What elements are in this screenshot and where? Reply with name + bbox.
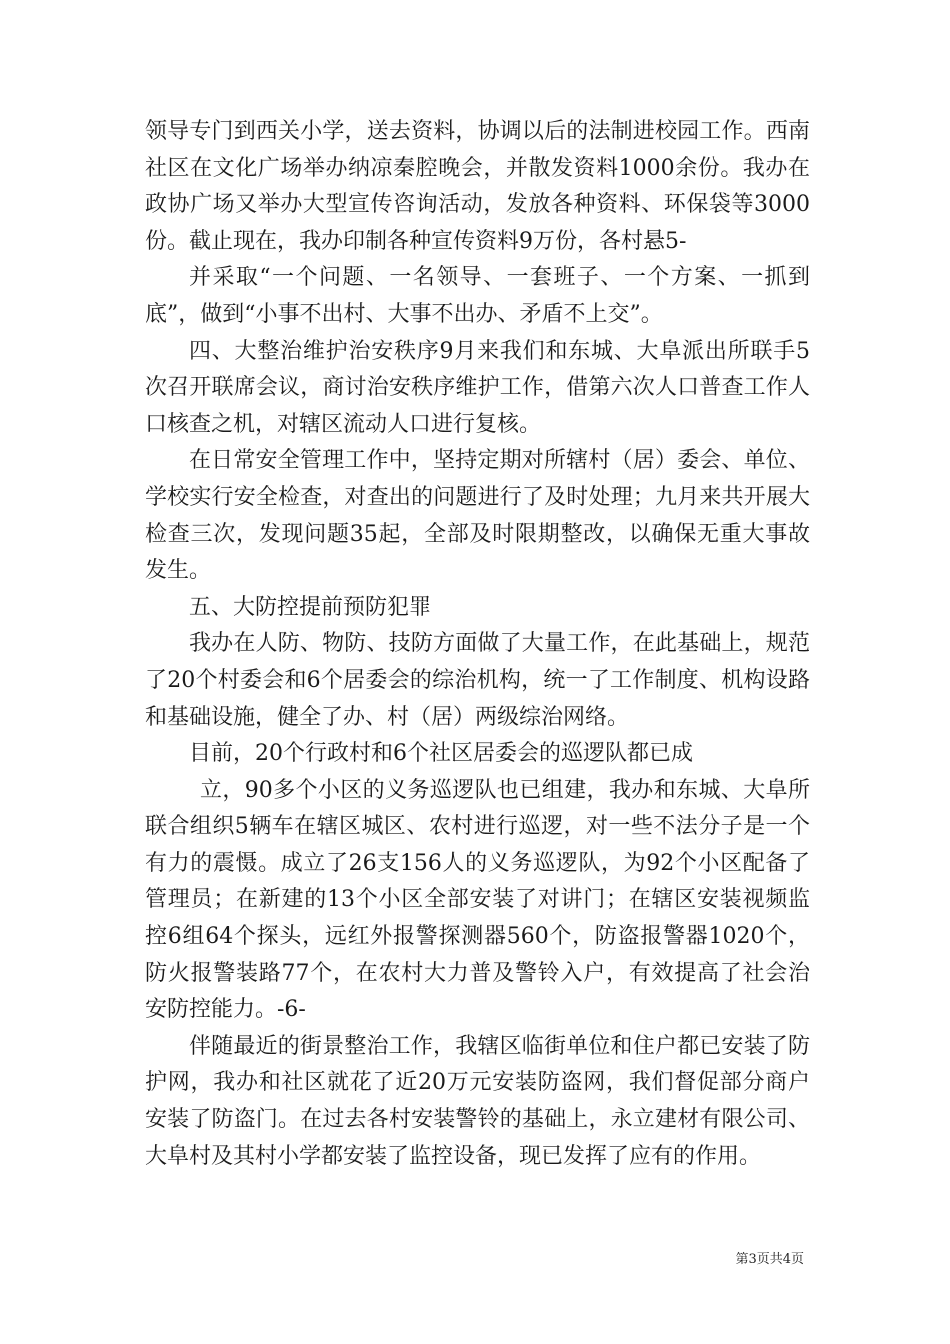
paragraph-section-four: 四、大整治维护治安秩序9月来我们和东城、大阜派出所联手5次召开联席会议，商讨治安秩序维护工作，借第六次人口普查工作人口核查之机，对辖区流动人口进行复核。 <box>145 338 810 437</box>
page-number-footer: 第3页共4页 <box>735 1252 804 1267</box>
paragraph-safety-management: 在日常安全管理工作中，坚持定期对所辖村（居）委会、单位、学校实行安全检查，对查出的问题进行了及时处理；九月来共开展大检查三次，发现问题35起，全部及时限期整改，以确保无重大事故发生。 <box>145 448 810 584</box>
paragraph-continuation: 领导专门到西关小学，送去资料，协调以后的法制进校园工作。西南社区在文化广场举办纳凉秦腔晚会，并散发资料1000余份。我办在政协广场又举办大型宣传咨询活动，发放各种资料、环保袋等3000份。截止现在，我办印制各种宣传资料9万份，各村悬5- <box>145 119 810 254</box>
paragraph-measures: 并采取“一个问题、一名领导、一套班子、一个方案、一抓到底”，做到“小事不出村、大事不出办、矛盾不上交”。 <box>145 265 810 327</box>
paragraph-prevention-work: 我办在人防、物防、技防方面做了大量工作，在此基础上，规范了20个村委会和6个居委会的综治机构，统一了工作制度、机构设路和基础设施，健全了办、村（居）两级综治网络。 <box>145 631 810 730</box>
paragraph-patrol-details: 立，90多个小区的义务巡逻队也已组建，我办和东城、大阜所联合组织5辆车在辖区城区、农村进行巡逻，对一些不法分子是一个有力的震慑。成立了26支156人的义务巡逻队，为92个小区配备了管理员；在新建的13个小区全部安装了对讲门；在辖区安装视频监控6组64个探头，远红外报警探测器560个，防盗报警器1020个，防火报警装路77个，在农村大力普及警铃入户，有效提高了社会治安防控能力。-6- <box>145 777 810 1023</box>
paragraph-street-renovation: 伴随最近的街景整治工作，我辖区临街单位和住户都已安装了防护网，我办和社区就花了近20万元安装防盗网，我们督促部分商户安装了防盗门。在过去各村安装警铃的基础上，永立建材有限公司、大阜村及其村小学都安装了监控设备，现已发挥了应有的作用。 <box>145 1033 810 1169</box>
paragraph-patrol-teams: 目前，20个行政村和6个社区居委会的巡逻队都已成 <box>189 741 693 767</box>
section-heading-five: 五、大防控提前预防犯罪 <box>189 594 432 620</box>
document-body <box>145 114 810 1175</box>
